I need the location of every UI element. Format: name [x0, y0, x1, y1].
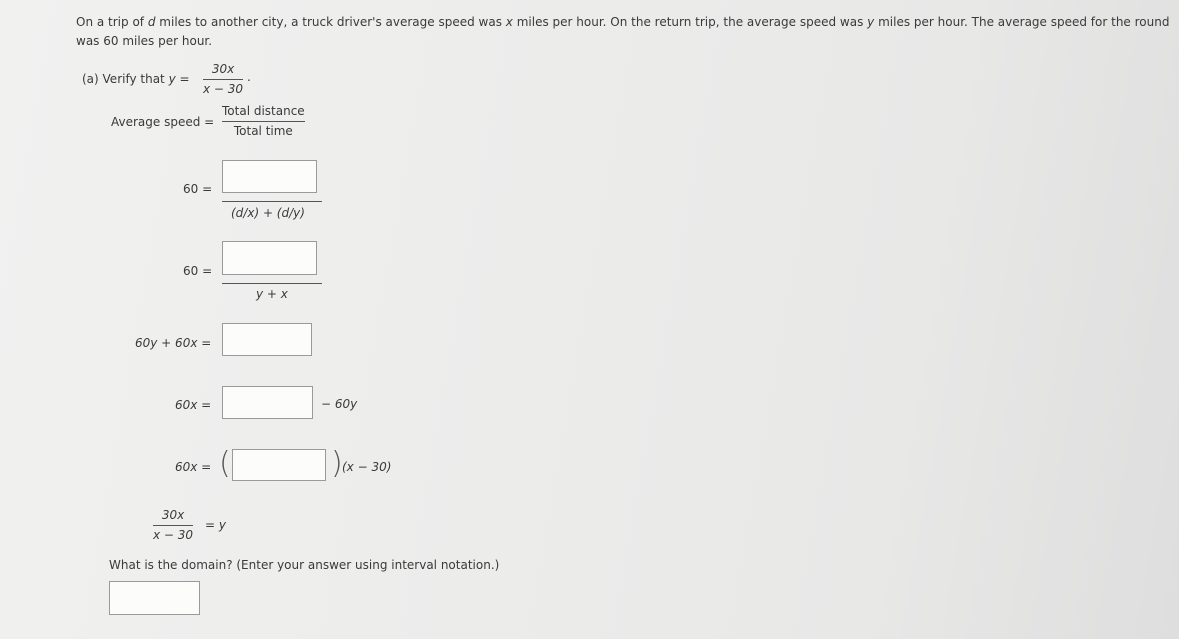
var-x: x [505, 15, 513, 29]
part-a-text: (a) Verify that [82, 72, 165, 86]
fraction-numerator: 30x [211, 62, 235, 76]
step4-lhs: 60x = [175, 398, 212, 412]
step6-fraction [153, 508, 193, 543]
average-speed-label: Average speed = [111, 115, 215, 129]
step3-lhs: 60y + 60x = [135, 336, 212, 350]
fraction-bar [203, 79, 243, 80]
problem-statement [76, 15, 1169, 29]
step5-lhs: 60x = [175, 460, 212, 474]
step2-numerator-input[interactable] [222, 241, 317, 275]
problem-text: miles to another city, a truck driver's average speed was [159, 15, 502, 29]
step1-denominator: (d/x) + (d/y) [231, 206, 305, 220]
fraction-denominator: x − 30 [203, 82, 244, 96]
fraction-numerator: Total distance [222, 104, 305, 118]
step1-lhs: 60 = [183, 182, 213, 196]
left-paren: ( [219, 446, 231, 481]
step5-rhs: (x − 30) [342, 460, 392, 474]
domain-answer-input[interactable] [109, 581, 200, 615]
problem-text: miles per hour. On the return trip, the average speed was [516, 15, 864, 29]
step6-rhs: = y [205, 518, 226, 532]
part-a-lhs: y = [168, 72, 190, 86]
step4-rhs: − 60y [321, 397, 358, 411]
step1-numerator-input[interactable] [222, 160, 317, 193]
step3-input[interactable] [222, 323, 312, 356]
problem-line-2: was 60 miles per hour. [76, 34, 213, 48]
fraction-bar [222, 201, 322, 202]
fraction-denominator: x − 30 [153, 528, 194, 542]
average-speed-fraction [222, 104, 305, 139]
fraction-bar [153, 525, 193, 526]
domain-question: What is the domain? (Enter your answer using interval notation.) [109, 558, 500, 572]
var-y: y [867, 15, 875, 29]
problem-text: On a trip of [76, 15, 145, 29]
fraction-denominator: Total time [233, 124, 293, 138]
fraction-numerator: 30x [161, 508, 185, 522]
period: . [247, 70, 251, 84]
fraction-bar [222, 283, 322, 284]
step2-lhs: 60 = [183, 264, 213, 278]
fraction-bar [222, 121, 305, 122]
step2-denominator: y + x [256, 287, 288, 301]
step5-input[interactable] [232, 449, 326, 481]
step4-input[interactable] [222, 386, 313, 419]
part-a-fraction [203, 62, 243, 97]
right-paren: ) [331, 446, 343, 481]
part-a-label [82, 72, 190, 86]
var-d: d [147, 15, 156, 29]
problem-text: miles per hour. The average speed for the round [878, 15, 1170, 29]
